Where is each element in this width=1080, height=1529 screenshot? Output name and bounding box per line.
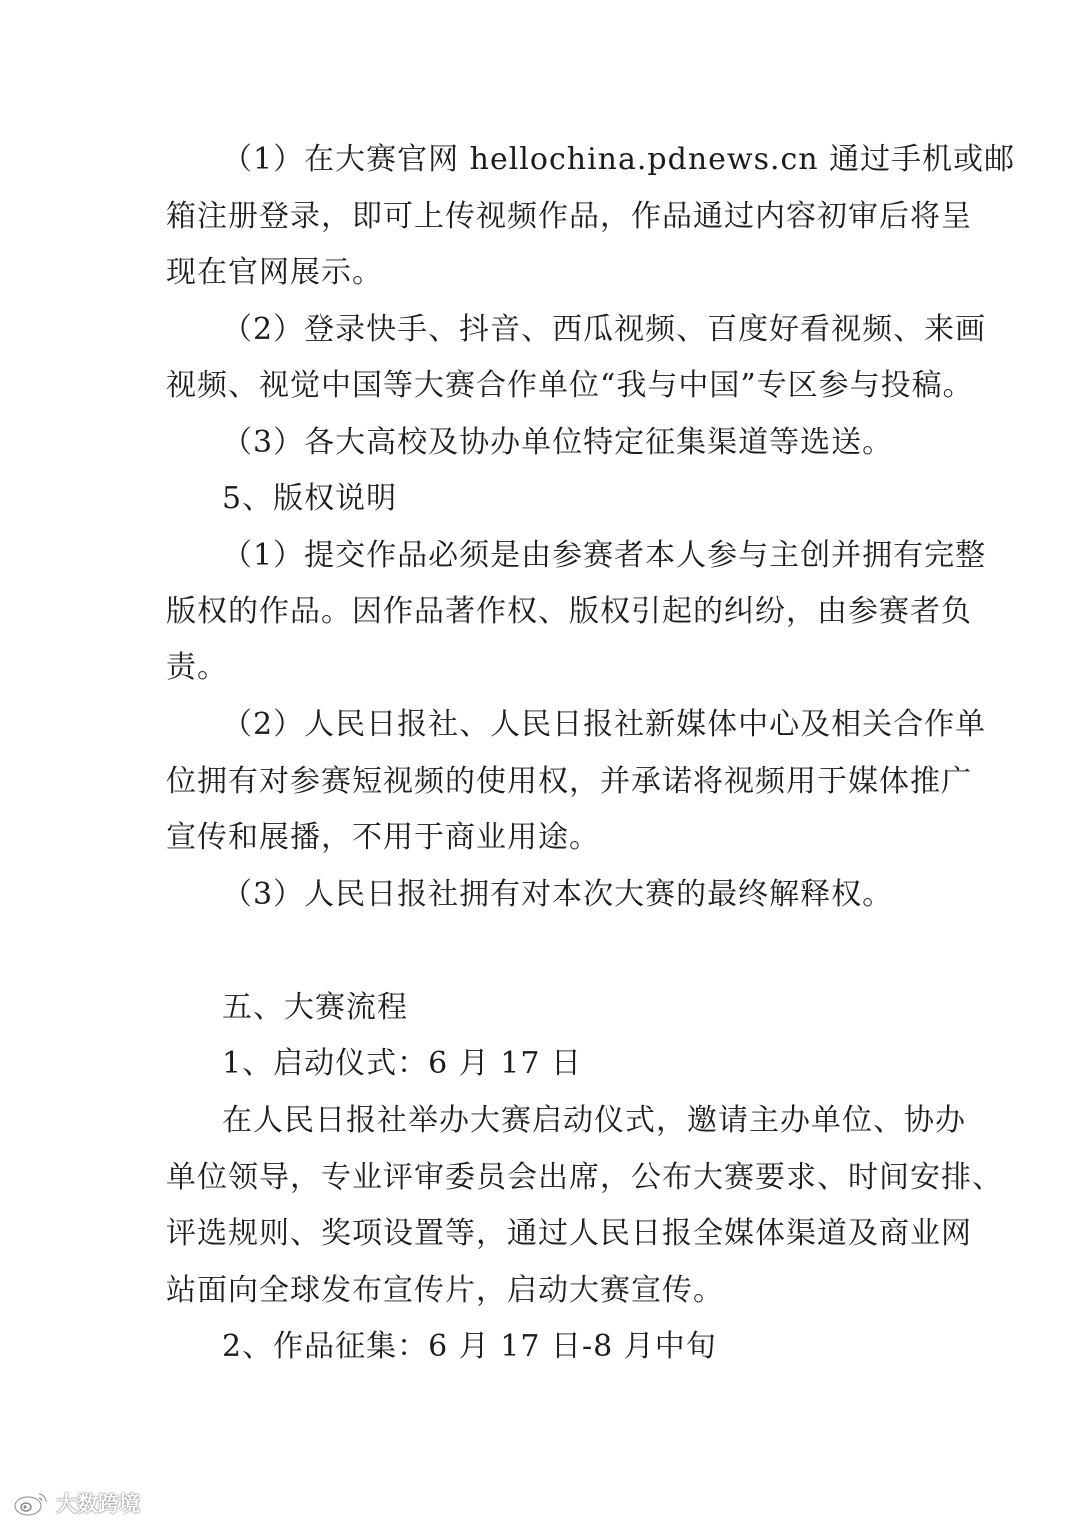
chapter-heading: 五、大赛流程 bbox=[222, 990, 408, 1025]
text-line: 宣传和展播，不用于商业用途。 bbox=[166, 820, 600, 855]
text-line: （2）登录快手、抖音、西瓜视频、百度好看视频、来画 bbox=[222, 312, 987, 347]
section-heading: 5、版权说明 bbox=[222, 481, 398, 516]
text-line: （3）人民日报社拥有对本次大赛的最终解释权。 bbox=[222, 877, 894, 912]
text-line: 现在官网展示。 bbox=[166, 255, 383, 290]
text-line: 单位领导，专业评审委员会出席，公布大赛要求、时间安排、 bbox=[166, 1160, 1003, 1195]
text-line: 版权的作品。因作品著作权、版权引起的纠纷，由参赛者负 bbox=[166, 594, 972, 629]
text-line: 评选规则、奖项设置等，通过人民日报全媒体渠道及商业网 bbox=[166, 1216, 972, 1251]
text-line: （2）人民日报社、人民日报社新媒体中心及相关合作单 bbox=[222, 707, 987, 742]
text-line: （3）各大高校及协办单位特定征集渠道等选送。 bbox=[222, 425, 894, 460]
text-line: 视频、视觉中国等大赛合作单位“我与中国”专区参与投稿。 bbox=[166, 368, 974, 403]
text-line: 站面向全球发布宣传片，启动大赛宣传。 bbox=[166, 1273, 724, 1308]
watermark bbox=[12, 1488, 140, 1518]
text-line: 在人民日报社举办大赛启动仪式，邀请主办单位、协办 bbox=[222, 1103, 966, 1138]
section-heading: 2、作品征集：6 月 17 日-8 月中旬 bbox=[222, 1329, 717, 1364]
weibo-logo-icon bbox=[12, 1489, 50, 1517]
section-heading: 1、启动仪式：6 月 17 日 bbox=[222, 1046, 582, 1081]
text-line: 位拥有对参赛短视频的使用权，并承诺将视频用于媒体推广 bbox=[166, 764, 972, 799]
text-line: 箱注册登录，即可上传视频作品，作品通过内容初审后将呈 bbox=[166, 199, 972, 234]
text-line: （1）提交作品必须是由参赛者本人参与主创并拥有完整 bbox=[222, 538, 987, 573]
text-line: 责。 bbox=[166, 650, 228, 685]
text-line: （1）在大赛官网 hellochina.pdnews.cn 通过手机或邮 bbox=[222, 142, 1016, 177]
watermark-text: 大数跨境 bbox=[56, 1492, 140, 1516]
